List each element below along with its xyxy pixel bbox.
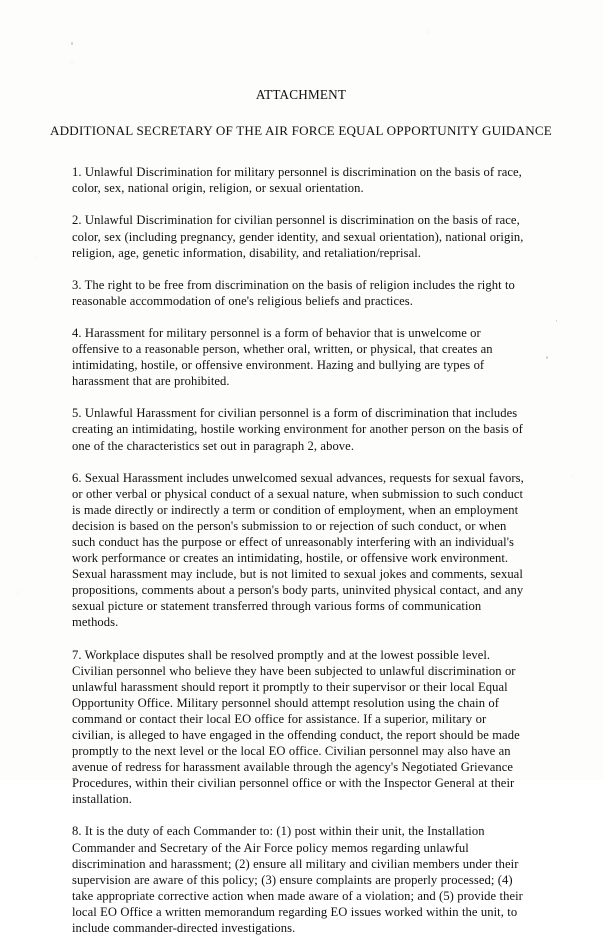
paragraph-4: 4. Harassment for military personnel is a form of behavior that is unwelcome or offensive to a reasonable person, whether oral, written, or physical, that creates an intimidating, hostile, or offensive environment. Hazing and bullying are types of harassment that are prohibited. bbox=[72, 325, 493, 389]
scan-speck bbox=[556, 320, 557, 322]
scan-speck bbox=[546, 356, 548, 359]
paragraph-8: 8. It is the duty of each Commander to: (1) post within their unit, the Installation Commander and Secretary of the Air Force policy memos regarding unlawful discrimination and harassment; (2) ensure all military and civilian members under their supervision are aware of this policy; (3) ensure complaints are properly processed; (4) take appropriate corrective action when made aware of a violation; and (5) provide their local EO Office a written memorandum regarding EO issues worked within the unit, to include commander-directed investigations. bbox=[72, 824, 523, 936]
paragraph-1: 1. Unlawful Discrimination for military personnel is discrimination on the basis of race, color, sex, national origin, religion, or sexual orientation. bbox=[72, 165, 522, 196]
subject-heading: ADDITIONAL SECRETARY OF THE AIR FORCE EQUAL OPPORTUNITY GUIDANCE bbox=[50, 123, 552, 139]
paragraph-3: 3. The right to be free from discrimination on the basis of religion includes the right to reasonable accommodation of one's religious beliefs and practices. bbox=[72, 277, 515, 308]
document-body bbox=[50, 0, 552, 936]
paragraph-7: 7. Workplace disputes shall be resolved promptly and at the lowest possible level. Civilian personnel who believe they have been subjected to unlawful discrimination or unlawful harassment should report it promptly to their supervisor or their local Equal Opportunity Office. Military personnel should attempt resolution using the chain of command or contact their local EO office for assistance. If a superior, military or civilian, is alleged to have engaged in the offending conduct, the report should be made promptly to the next level or the local EO office. Civilian personnel may also have an avenue of redress for harassment available through the agency's Negotiated Grievance Procedures, within their civilian personnel office or with the Inspector General at their installation. bbox=[72, 647, 520, 807]
paragraph-2: 2. Unlawful Discrimination for civilian personnel is discrimination on the basis of race, color, sex (including pregnancy, gender identity, and sexual orientation), national origin, religion, age, genetic information, disability, and retaliation/reprisal. bbox=[72, 213, 524, 260]
paragraph-6: 6. Sexual Harassment includes unwelcomed sexual advances, requests for sexual favors, or other verbal or physical conduct of a sexual nature, when submission to such conduct is made directly or indirectly a term or condition of employment, when an employment decision is based on the person's submission to or rejection of such conduct, or when such conduct has the purpose or effect of unreasonably interfering with an individual's work performance or creates an intimidating, hostile, or offensive work environment. Sexual harassment may include, but is not limited to sexual jokes and comments, sexual propositions, comments about a person's body parts, uninvited physical contact, and any sexual picture or statement transferred through various forms of communication methods. bbox=[72, 470, 524, 630]
paragraph-5: 5. Unlawful Harassment for civilian personnel is a form of discrimination that includes creating an intimidating, hostile working environment for another person on the basis of one of the characteristics set out in paragraph 2, above. bbox=[72, 406, 523, 453]
attachment-heading: ATTACHMENT bbox=[255, 87, 347, 102]
